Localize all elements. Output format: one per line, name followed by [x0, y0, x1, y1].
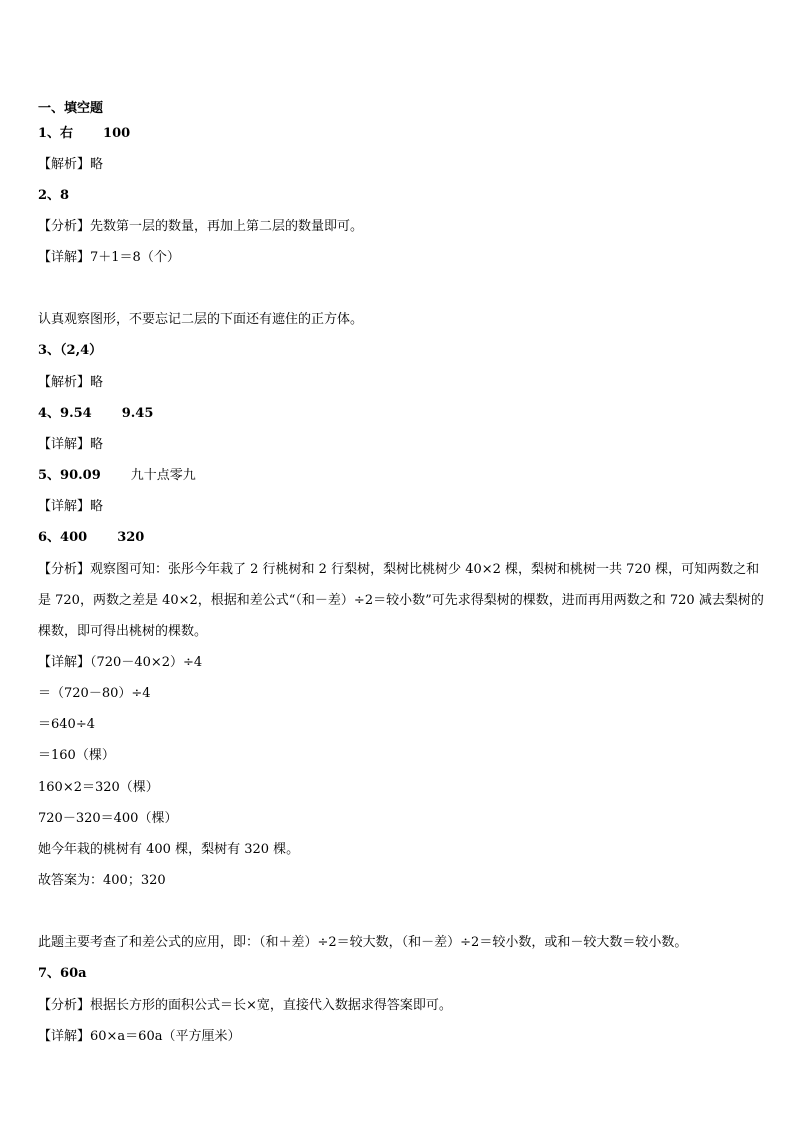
q6-note: 此题主要考查了和差公式的应用，即：（和＋差）÷2＝较大数，（和－差）÷2＝较小数，或和－较大数＝较小数。	[38, 935, 688, 950]
q6-step-2: ＝640÷4	[38, 717, 95, 732]
q6-step-5: 720－320＝400（棵）	[38, 811, 178, 826]
q5-detail: 【详解】略	[38, 499, 104, 514]
q2-detail: 【详解】7＋1＝8（个）	[38, 250, 180, 265]
q5-value: 九十点零九	[130, 468, 196, 483]
q6-number: 6、400	[38, 530, 88, 545]
q1-value: 100	[103, 126, 131, 141]
section-title: 一、填空题	[38, 101, 104, 116]
q7-detail: 【详解】60×a＝60a（平方厘米）	[38, 1029, 241, 1044]
q6-step-3: ＝160（棵）	[38, 748, 115, 763]
q1-analysis: 【解析】略	[38, 157, 104, 172]
q6-conclusion: 她今年栽的桃树有 400 棵，梨树有 320 棵。	[38, 842, 300, 857]
q6-detail: 【详解】（720－40×2）÷4	[38, 655, 203, 670]
q4-answer	[38, 406, 764, 422]
q1-number: 1、右	[38, 126, 74, 141]
q6-step-4: 160×2＝320（棵）	[38, 780, 159, 795]
q3-analysis: 【解析】略	[38, 375, 104, 390]
q2-analysis: 【分析】先数第一层的数量，再加上第二层的数量即可。	[38, 219, 364, 234]
q4-number: 4、9.54	[38, 406, 92, 421]
q2-answer: 2、8	[38, 188, 70, 203]
q1-answer	[38, 126, 764, 142]
q6-final-answer: 故答案为：400；320	[38, 873, 166, 888]
q2-note: 认真观察图形，不要忘记二层的下面还有遮住的正方体。	[38, 312, 364, 327]
q4-value: 9.45	[121, 406, 154, 421]
q6-answer	[38, 530, 764, 546]
q3-answer: 3、（2,4）	[38, 343, 103, 358]
q7-analysis: 【分析】根据长方形的面积公式＝长×宽，直接代入数据求得答案即可。	[38, 998, 452, 1013]
q6-value: 320	[117, 530, 145, 545]
q6-step-1: ＝（720－80）÷4	[38, 686, 151, 701]
q7-answer: 7、60a	[38, 966, 87, 981]
q6-analysis: 【分析】观察图可知：张彤今年栽了 2 行桃树和 2 行梨树，梨树比桃树少 40×2 棵，梨树和桃树一共 720 棵，可知两数之和是 720，两数之差是 40×2，根据和差公式“（和－差）÷2＝较小数”可先求得梨树的棵数，进而再用两数之和 720 减去梨树的棵数，即可得出桃树的棵数。	[38, 562, 764, 639]
q5-answer	[38, 468, 764, 484]
q4-detail: 【详解】略	[38, 437, 104, 452]
q5-number: 5、90.09	[38, 468, 101, 483]
